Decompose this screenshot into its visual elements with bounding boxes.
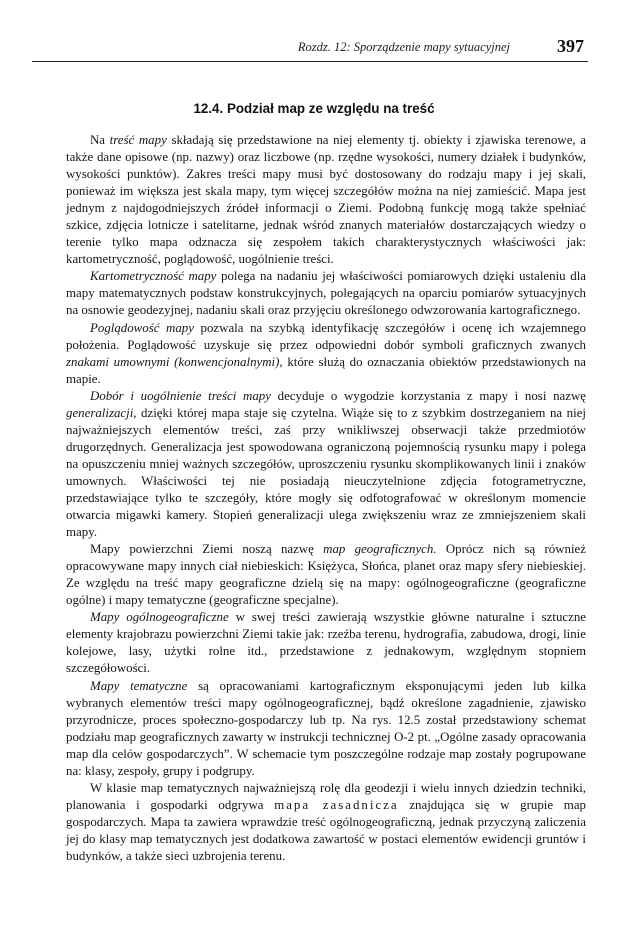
page-number: 397 xyxy=(557,36,584,56)
term-pogladowosc: Poglądowość mapy xyxy=(90,320,194,335)
paragraph-mapa-zasadnicza: W klasie map tematycznych najważniejszą rolę dla geodezji i wielu innych dziedzin techniki, planowania i gospodarki odgrywa mapa zasadnicza znajdująca się w grupie map gospodarczych. Mapa ta zawiera wprawdzie treść ogólnogeograficzną, jednak przyczyną zaliczenia jej do klasy map tematycznych jest dodatkowa zawartość w postaci elementów ewidencji gruntów i budynków, a także sieci uzbrojenia terenu. xyxy=(66,780,586,863)
paragraph-pogladowosc: Poglądowość mapy pozwala na szybką identyfikację szczegółów i ocenę ich wzajemnego położenia. Poglądowość uzyskuje się przez odpowiedni dobór symboli graficznych zwanych znakami umownymi (konwencjonalnymi), które służą do oznaczania obiektów przedstawionych na mapie. xyxy=(66,320,587,386)
paragraph-generalizacja: Dobór i uogólnienie treści mapy decyduje o wygodzie korzystania z mapy i nosi nazwę generalizacji, dzięki której mapa staje się czytelna. Wiąże się to z szybkim dostrzeganiem na niej najważniejszych elementów treści, zaś przy wnikliwszej obserwacji także przedmiotów drugorzędnych. Generalizacja jest spowodowana ograniczoną pojemnością rysunku mapy i polega na opuszczeniu mniej ważnych szczegółów, uproszczeniu rysunku skomplikowanych linii i znaków umownych. Właściwości tej nie posiadają nieuczytelnione zdjęcia fotogrametryczne, przedstawiające tylko te szczegóły, które mogły się odfotografować w określonym momencie otwarcia migawki kamery. Stopień generalizacji ulega zwiększeniu wraz ze zmniejszeniem skali mapy. xyxy=(66,388,587,540)
body-text xyxy=(66,132,586,865)
paragraph-mapy-geograficzne: Mapy powierzchni Ziemi noszą nazwę map geograficznych. Oprócz nich są również opracowywane mapy innych ciał niebieskich: Księżyca, Słońca, planet oraz mapy sfery niebieskiej. Ze względu na treść mapy geograficzne dzielą się na mapy: ogólnogeograficzne (geograficzne ogólne) i mapy tematyczne (geograficzne specjalne). xyxy=(66,542,586,608)
running-title: Rozdz. 12: Sporządzenie mapy sytuacyjnej xyxy=(297,40,510,54)
term-mapy-geograficzne: map geograficznych. xyxy=(323,542,437,557)
term-znaki-umowne: znakami umownymi (konwencjonalnymi), xyxy=(66,354,283,369)
term-kartometrycznosc: Kartometryczność mapy xyxy=(90,269,217,284)
section-title: 12.4. Podział map ze względu na treść xyxy=(193,101,435,116)
term-mapy-tematyczne: Mapy tematyczne xyxy=(90,678,188,693)
paragraph-intro: Na treść mapy składają się przedstawione na niej elementy tj. obiekty i zjawiska terenowe, a także dane opisowe (np. nazwy) oraz liczbowe (np. rzędne wysokości, numery działek i budynków, wysokości punktów). Zakres treści mapy musi być dostosowany do rodzaju mapy i jej skali, ponieważ im większa jest skala mapy, tym więcej szczegółów można na niej zamieścić. Mapa jest jednym z najdogodniejszych źródeł informacji o Ziemi. Podobną funkcję mogą także spełniać szkice, zdjęcia lotnicze i satelitarne, jednak wśród znanych materiałów dostarczających wiedzy o terenie tylko mapa odznacza się zespołem takich charakterystycznych właściwości jak: kartometryczność, poglądowość, uogólnienie treści. xyxy=(66,133,586,267)
term-mapa-zasadnicza: mapa zasadnicza xyxy=(274,797,399,812)
running-header xyxy=(32,37,588,62)
term-tresc-mapy: treść mapy xyxy=(109,133,167,147)
term-mapy-ogolnogeograficzne: Mapy ogólnogeograficzne xyxy=(90,610,229,625)
term-dobor-uogolnienie: Dobór i uogólnienie treści mapy xyxy=(90,388,271,403)
term-generalizacja: generalizacji, xyxy=(66,405,137,420)
paragraph-ogolnogeograficzne: Mapy ogólnogeograficzne w swej treści zawierają wszystkie główne naturalne i sztuczne elementy krajobrazu powierzchni Ziemi takie jak: rzeźba terenu, hydrografia, zabudowa, drogi, linie kolejowe, lasy, użytki rolne itd., przedstawione z jednakowym, względnym stopniem szczegółowości. xyxy=(66,610,586,676)
paragraph-tematyczne: Mapy tematyczne są opracowaniami kartograficznym eksponującymi jeden lub kilka wybranych elementów treści mapy ogólnogeograficznej, bądź określone zagadnienie, zjawisko przyrodnicze, proces społeczno-gospodarczy lub tp. Na rys. 12.5 został przedstawiony schemat podziału map geograficznych zawarty w instrukcji technicznej O-2 pt. „Ogólne zasady opracowania map dla celów gospodarczych”. W schemacie tym poszczególne rodzaje map zostały pogrupowane na: klasy, zespoły, grupy i podgrupy. xyxy=(66,678,586,778)
paragraph-kartometrycznosc: Kartometryczność mapy polega na nadaniu jej właściwości pomiarowych dzięki ustaleniu dla mapy matematycznych podstaw konstrukcyjnych, polegających na oparciu pomiarów sytuacyjnych na osnowie geodezyjnej, nadaniu skali oraz przyjęciu określonego odwzorowania kartograficznego. xyxy=(66,269,587,318)
